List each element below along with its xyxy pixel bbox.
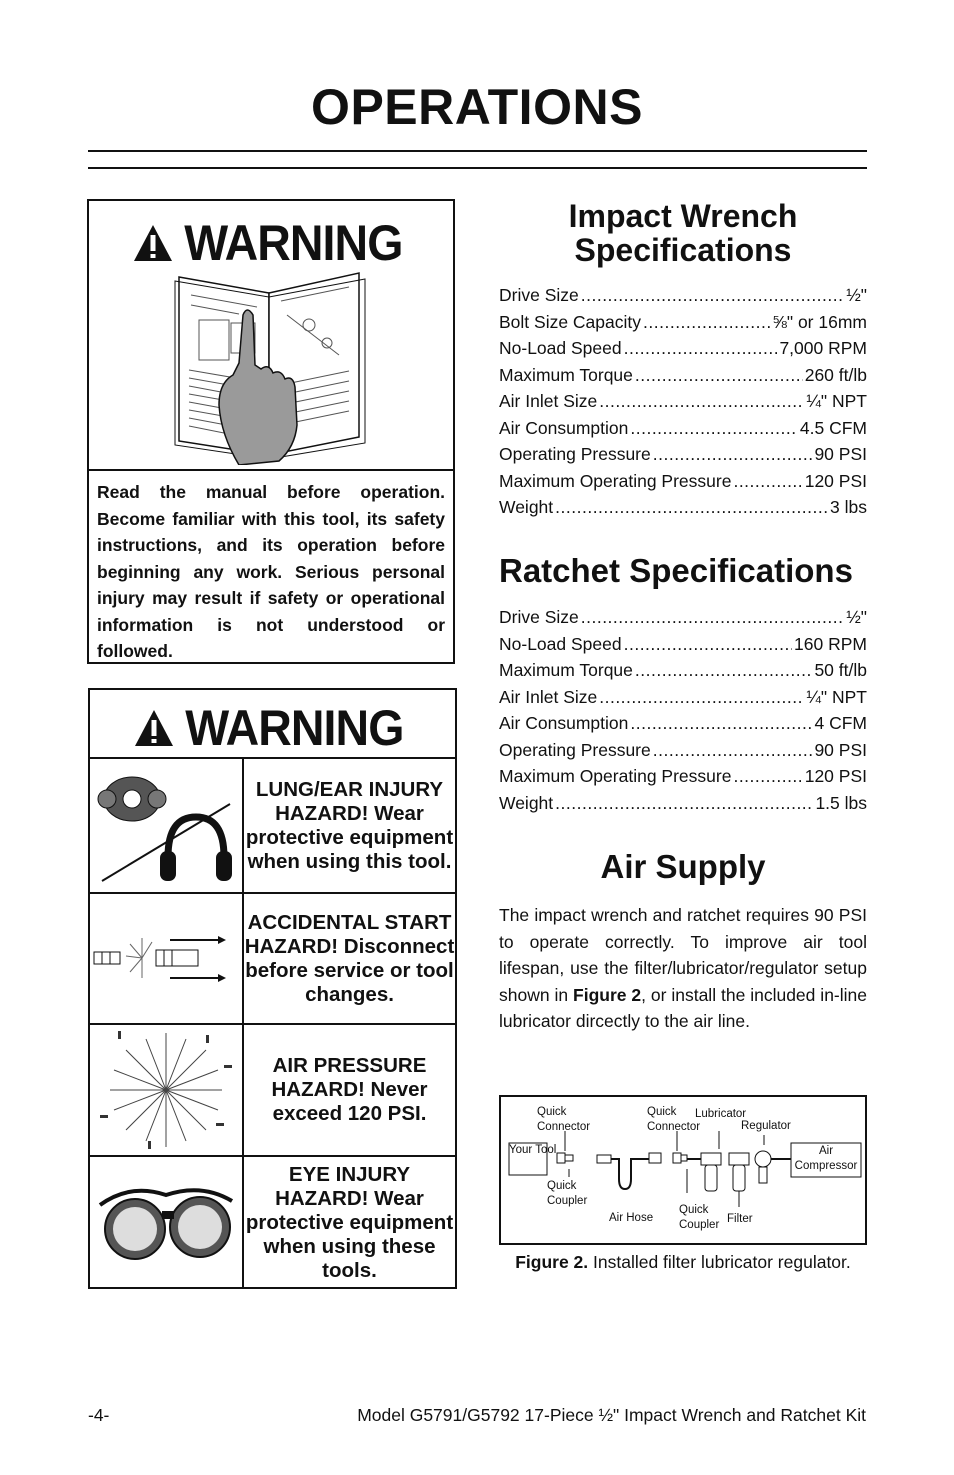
spec-value: ¼" NPT: [806, 686, 867, 707]
spec-label: Air Consumption: [499, 713, 629, 733]
warning-box-manual: [87, 199, 455, 664]
spec-leader-dots: [630, 415, 798, 442]
air-supply-text-part: , or install the included in-line lubricator dircectly to the air line.: [499, 984, 867, 1031]
spec-value: 7,000 RPM: [779, 338, 867, 358]
figure-caption-label: Figure 2.: [515, 1252, 589, 1272]
spec-label: Air Inlet Size: [499, 391, 598, 411]
label-your-tool: Your Tool: [509, 1144, 557, 1156]
spec-label: Drive Size: [499, 607, 579, 627]
spec-row: [499, 710, 867, 737]
hazard-accidental-start-text: ACCIDENTAL START HAZARD! Disconnect before service or tool changes.: [244, 910, 455, 1006]
warning-title: WARNING: [183, 215, 403, 271]
hazard-lung-ear-text: LUNG/EAR INJURY HAZARD! Wear protective equipment when using this tool.: [245, 777, 454, 873]
title-rule-bottom: [88, 167, 867, 169]
label-quick-connector-2: Quick Connector: [647, 1106, 701, 1133]
spec-value: ½": [846, 607, 867, 627]
spec-leader-dots: [581, 604, 844, 631]
spec-row: [499, 737, 867, 764]
spec-label: Air Consumption: [499, 417, 629, 438]
label-quick-connector-1: Quick Connector: [537, 1106, 591, 1133]
spec-row: [499, 631, 867, 658]
spec-label: Drive Size: [499, 285, 579, 305]
spec-row: [499, 362, 867, 389]
label-lubricator: Lubricator: [695, 1108, 747, 1120]
spec-value: 120 PSI: [804, 766, 867, 786]
spec-row: [499, 763, 867, 790]
manual-book-icon: [169, 265, 379, 465]
spec-value: 50 ft/lb: [814, 660, 867, 680]
burst-icon: [90, 1025, 242, 1155]
spec-row: [499, 657, 867, 684]
spec-value: ¼" NPT: [806, 391, 867, 411]
figure-reference: Figure 2: [573, 984, 642, 1005]
hazard-eye-injury-text: EYE INJURY HAZARD! Wear protective equipment when using these tools.: [245, 1163, 454, 1282]
spec-label: Operating Pressure: [499, 739, 651, 760]
spec-label: No-Load Speed: [499, 633, 622, 654]
spec-leader-dots: [555, 790, 813, 817]
spec-row: [499, 282, 867, 309]
ratchet-specs-heading: Ratchet Specifications: [499, 552, 853, 589]
spec-label: Operating Pressure: [499, 444, 651, 464]
spec-leader-dots: [630, 710, 812, 737]
warning-box-hazards: [88, 688, 457, 1289]
label-quick-coupler-1: Quick Coupler: [547, 1180, 588, 1207]
spec-leader-dots: [635, 362, 803, 389]
spec-row: [499, 494, 867, 521]
spec-leader-dots: [599, 684, 804, 711]
safety-glasses-icon: [90, 1157, 242, 1289]
spec-row: [499, 335, 867, 362]
spec-row: [499, 415, 867, 442]
spec-value: 4 CFM: [814, 713, 867, 733]
spec-leader-dots: [624, 631, 792, 658]
warning-triangle-icon: [132, 223, 174, 263]
spec-row: [499, 684, 867, 711]
air-supply-heading: Air Supply: [600, 848, 766, 885]
spec-leader-dots: [635, 657, 813, 684]
air-supply-text: [499, 902, 867, 1035]
spec-label: Air Inlet Size: [499, 686, 598, 707]
spec-leader-dots: [599, 388, 804, 415]
warning-header: [89, 215, 453, 271]
spec-leader-dots: [581, 282, 844, 309]
spec-value: ⅝" or 16mm: [772, 311, 867, 332]
spec-row: [499, 468, 867, 495]
spec-row: [499, 604, 867, 631]
spec-row: [499, 309, 867, 336]
impact-specs-list: [499, 282, 867, 521]
spec-leader-dots: [653, 441, 813, 468]
spec-leader-dots: [624, 335, 778, 362]
warning-title: WARNING: [185, 700, 404, 756]
spec-label: Weight: [499, 792, 554, 813]
impact-specs-heading: Impact Wrench Specifications: [568, 198, 798, 268]
page-title: OPERATIONS: [311, 79, 643, 135]
label-quick-coupler-2: Quick Coupler: [679, 1204, 720, 1231]
spec-value: 90 PSI: [814, 739, 867, 760]
spec-value: 120 PSI: [804, 470, 867, 491]
spec-label: Bolt Size Capacity: [499, 311, 642, 332]
spec-value: 3 lbs: [830, 497, 867, 517]
spec-value: 90 PSI: [814, 444, 867, 464]
ratchet-specs-list: [499, 604, 867, 816]
spec-leader-dots: [653, 737, 813, 764]
hazard-air-pressure-text: AIR PRESSURE HAZARD! Never exceed 120 PSI.: [271, 1054, 428, 1125]
warning-manual-text: Read the manual before operation. Become familiar with this tool, its safety instructions, and its operation before beginning any work. Serious personal injury may result if safety or operational information is not understood or followed.: [97, 482, 445, 661]
warning-header: [90, 700, 455, 756]
spec-label: Maximum Torque: [499, 660, 633, 680]
spec-row: [499, 388, 867, 415]
footer-model: Model G5791/G5792 17-Piece ½" Impact Wrench and Ratchet Kit: [357, 1405, 866, 1425]
spec-value: 160 RPM: [794, 633, 867, 654]
label-air-compressor: Air Compressor: [794, 1145, 858, 1172]
spec-value: 1.5 lbs: [815, 792, 867, 813]
figure-caption: [499, 1249, 867, 1276]
air-supply-text-part: The impact wrench and ratchet requires 90 PSI to operate correctly. To improve air tool lifespan, use the filter/lubricator/regulator setup shown in: [499, 905, 867, 1005]
spec-label: No-Load Speed: [499, 338, 622, 358]
spec-value: 4.5 CFM: [799, 417, 867, 438]
spec-label: Maximum Operating Pressure: [499, 470, 732, 491]
spec-label: Maximum Torque: [499, 364, 633, 385]
figure-2-diagram: [499, 1095, 867, 1245]
spec-row: [499, 441, 867, 468]
label-regulator: Regulator: [741, 1120, 791, 1132]
spec-value: 260 ft/lb: [804, 364, 867, 385]
warning-triangle-icon: [133, 708, 175, 748]
spec-leader-dots: [733, 468, 802, 495]
spec-leader-dots: [733, 763, 802, 790]
respirator-earmuffs-icon: [90, 759, 242, 892]
spec-value: ½": [846, 285, 867, 305]
spec-leader-dots: [643, 309, 770, 336]
spec-label: Maximum Operating Pressure: [499, 766, 732, 786]
label-filter: Filter: [727, 1213, 753, 1225]
spec-leader-dots: [555, 494, 828, 521]
spec-label: Weight: [499, 497, 554, 517]
label-air-hose: Air Hose: [609, 1212, 654, 1224]
spec-row: [499, 790, 867, 817]
figure-caption-text: Installed filter lubricator regulator.: [588, 1252, 851, 1272]
title-rule-top: [88, 150, 867, 152]
page-number: -4-: [88, 1405, 110, 1425]
air-fitting-icon: [90, 894, 242, 1023]
